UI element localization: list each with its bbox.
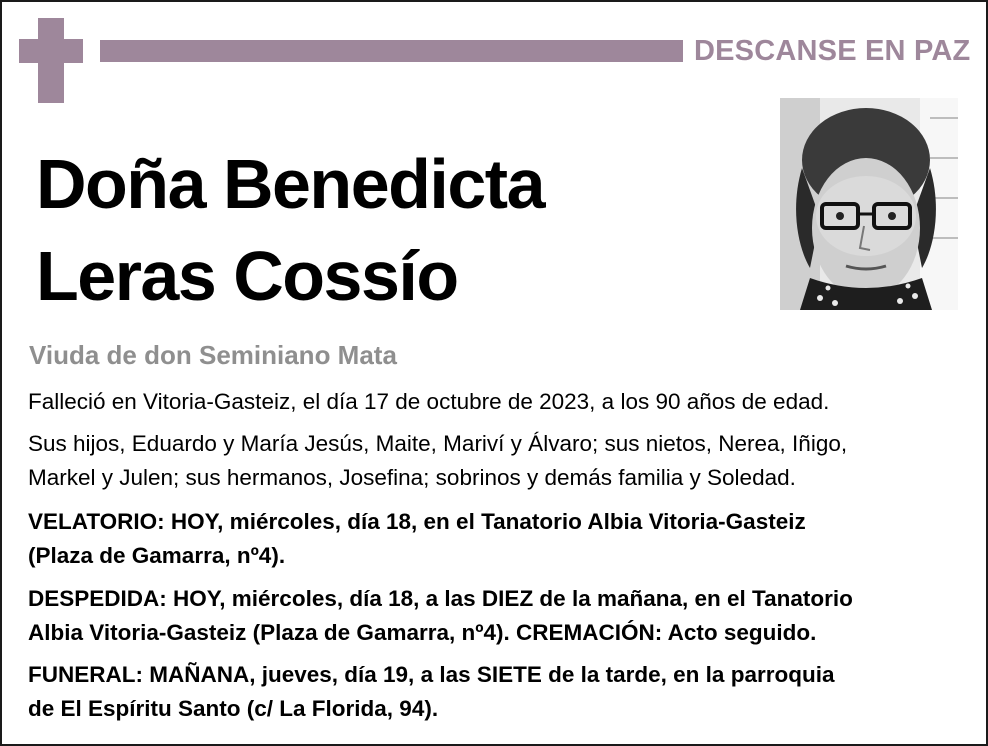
cross-icon-bar xyxy=(19,39,83,63)
text-line: DESPEDIDA: HOY, miércoles, día 18, a las DIEZ de la mañana, en el Tanatorio xyxy=(28,586,853,611)
text-line: FUNERAL: MAÑANA, jueves, día 19, a las SIETE de la tarde, en la parroquia xyxy=(28,662,835,687)
despedida-paragraph xyxy=(28,582,853,650)
text-line: Falleció en Vitoria-Gasteiz, el día 17 de octubre de 2023, a los 90 años de edad. xyxy=(28,389,830,414)
subtitle: Viuda de don Seminiano Mata xyxy=(29,340,397,370)
family-paragraph xyxy=(28,427,847,495)
funeral-paragraph xyxy=(28,658,834,726)
text-line: Sus hijos, Eduardo y María Jesús, Maite, Mariví y Álvaro; sus nietos, Nerea, Iñigo, xyxy=(28,431,848,456)
text-line: (Plaza de Gamarra, nº4). xyxy=(28,543,286,568)
text-line: Albia Vitoria-Gasteiz (Plaza de Gamarra, nº4). CREMACIÓN: Acto seguido. xyxy=(28,620,817,645)
header-label: DESCANSE EN PAZ xyxy=(694,35,971,67)
velatorio-paragraph xyxy=(28,505,806,573)
text-line: VELATORIO: HOY, miércoles, día 18, en el Tanatorio Albia Vitoria-Gasteiz xyxy=(28,509,806,534)
name-line-1: Doña Benedicta xyxy=(36,145,544,223)
name-line-2: Leras Cossío xyxy=(36,237,458,315)
text-line: Markel y Julen; sus hermanos, Josefina; sobrinos y demás familia y Soledad. xyxy=(28,465,796,490)
header-band xyxy=(100,40,683,62)
deceased-name xyxy=(36,138,544,322)
death-paragraph xyxy=(28,385,829,419)
text-line: de El Espíritu Santo (c/ La Florida, 94). xyxy=(28,696,439,721)
portrait-photo xyxy=(780,98,958,310)
